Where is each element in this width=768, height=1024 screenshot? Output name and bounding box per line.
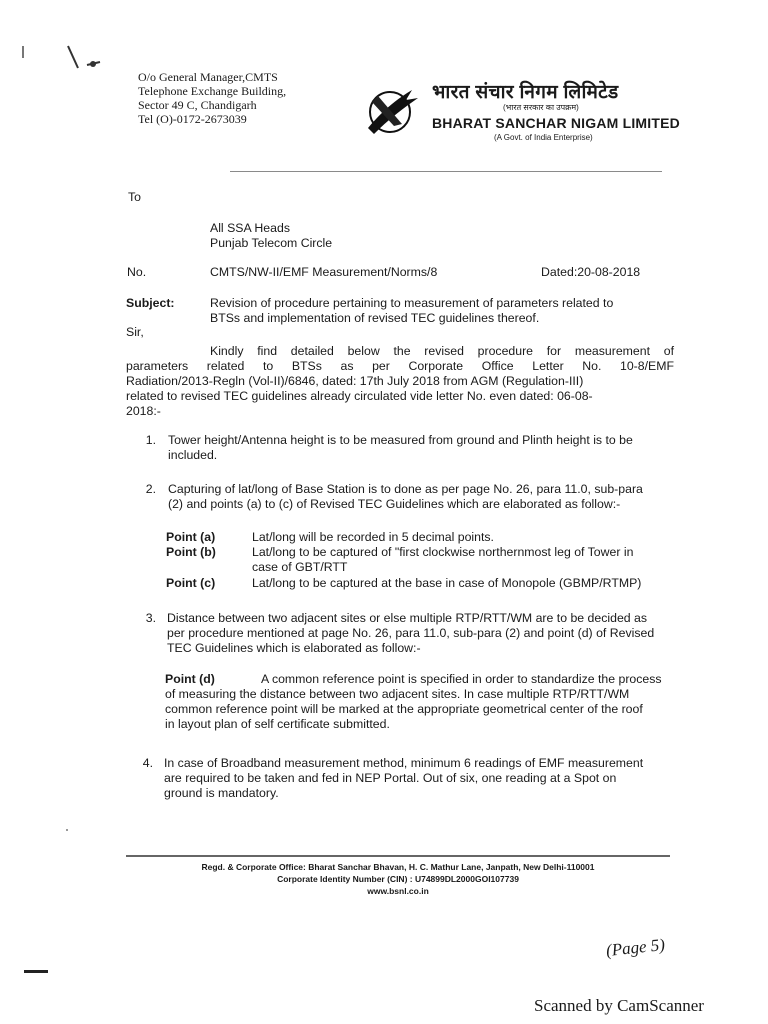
dated-value: 20-08-2018 xyxy=(577,265,641,279)
item-line: are required to be taken and fed in NEP Portal. Out of six, one reading at a Spot on xyxy=(164,771,617,785)
hindi-company-name: भारत संचार निगम लिमिटेड xyxy=(432,82,619,103)
left-edge-mark xyxy=(24,970,48,973)
point-d-first-line xyxy=(165,672,677,687)
intro-line: 2018:- xyxy=(126,404,161,418)
subject-line: Revision of procedure pertaining to measurement of parameters related to xyxy=(210,296,614,310)
item-line: included. xyxy=(168,448,218,462)
point-d-line: of measuring the distance between two adjacent sites. In case multiple RTP/RTT/WM xyxy=(165,687,630,701)
item-number: 3. xyxy=(145,611,156,625)
point-label: Point (a) xyxy=(166,530,216,544)
footer-divider xyxy=(126,855,670,857)
dated-label: Dated: xyxy=(541,265,578,279)
item-text xyxy=(164,756,674,801)
item-number: 4. xyxy=(142,756,153,770)
intro-line: Radiation/2013-Regln (Vol-II)/6846, dated: 17th July 2018 from AGM (Regulation-III) xyxy=(126,374,584,388)
item-number: 1. xyxy=(145,433,156,447)
no-label: No. xyxy=(127,265,147,279)
recipient-block xyxy=(210,221,332,251)
footer-block xyxy=(126,861,670,897)
margin-dot xyxy=(66,829,68,831)
point-text xyxy=(252,545,633,575)
office-address xyxy=(138,70,286,126)
item-text xyxy=(168,433,674,463)
point-text: Lat/long will be recorded in 5 decimal points. xyxy=(252,530,494,544)
footer-regd-office: Regd. & Corporate Office: Bharat Sanchar Bhavan, H. C. Mathur Lane, Janpath, New Delhi-110001 xyxy=(201,862,595,872)
hindi-subtitle: (भारत सरकार का उपक्रम) xyxy=(503,103,579,112)
intro-line: related to revised TEC guidelines already circulated vide letter No. even dated: 06-08- xyxy=(126,389,593,403)
item-line: In case of Broadband measurement method, minimum 6 readings of EMF measurement xyxy=(164,756,644,770)
dated-field xyxy=(541,265,640,280)
company-subtitle: (A Govt. of India Enterprise) xyxy=(494,133,593,142)
salutation: Sir, xyxy=(126,325,144,339)
subject-label: Subject: xyxy=(126,296,175,310)
recipient-line: Punjab Telecom Circle xyxy=(210,236,333,250)
subject-line: BTSs and implementation of revised TEC guidelines thereof. xyxy=(210,311,540,325)
recipient-line: All SSA Heads xyxy=(210,221,290,235)
office-address-line: O/o General Manager,CMTS xyxy=(138,70,278,84)
point-text: Lat/long to be captured at the base in case of Monopole (GBMP/RTMP) xyxy=(252,576,642,590)
corner-pen-mark xyxy=(62,42,106,81)
footer-cin: Corporate Identity Number (CIN) : U74899DL2000GOI107739 xyxy=(277,874,519,884)
intro-line: Kindly find detailed below the revised procedure for measurement of xyxy=(210,344,674,358)
item-line: Tower height/Antenna height is to be measured from ground and Plinth height is to be xyxy=(168,433,633,447)
handwritten-page-note: (Page 5) xyxy=(605,934,666,961)
point-line: Lat/long to be captured of "first clockwise northernmost leg of Tower in xyxy=(252,545,634,559)
office-address-line: Telephone Exchange Building, xyxy=(138,84,287,98)
to-label: To xyxy=(128,190,141,204)
item-line: Distance between two adjacent sites or else multiple RTP/RTT/WM are to be decided as xyxy=(167,611,648,625)
point-d-text: A common reference point is specified in order to standardize the process xyxy=(261,672,662,686)
footer-website: www.bsnl.co.in xyxy=(367,886,429,896)
office-address-line: Tel (O)-0172-2673039 xyxy=(138,112,247,126)
item-number: 2. xyxy=(145,482,156,496)
subject-text xyxy=(210,296,613,326)
point-label: Point (c) xyxy=(166,576,216,590)
reference-number: CMTS/NW-II/EMF Measurement/Norms/8 xyxy=(210,265,438,279)
bsnl-logo xyxy=(358,84,424,145)
intro-paragraph xyxy=(126,344,674,419)
header-divider xyxy=(230,171,662,172)
point-d-line: common reference point will be marked at the appropriate geometrical center of the roof xyxy=(165,702,643,716)
point-label: Point (b) xyxy=(166,545,216,559)
item-line: ground is mandatory. xyxy=(164,786,279,800)
point-d-paragraph xyxy=(165,672,677,732)
left-margin-mark xyxy=(22,46,24,58)
point-label: Point (d) xyxy=(165,672,215,686)
camscanner-watermark: Scanned by CamScanner xyxy=(534,996,704,1015)
item-text xyxy=(167,611,675,656)
office-address-line: Sector 49 C, Chandigarh xyxy=(138,98,257,112)
point-d-line: in layout plan of self certificate submitted. xyxy=(165,717,390,731)
item-line: TEC Guidelines which is elaborated as follow:- xyxy=(167,641,421,655)
item-text xyxy=(168,482,674,512)
item-line: Capturing of lat/long of Base Station is to done as per page No. 26, para 11.0, sub-para xyxy=(168,482,643,496)
company-name: BHARAT SANCHAR NIGAM LIMITED xyxy=(432,115,680,131)
item-line: (2) and points (a) to (c) of Revised TEC Guidelines which are elaborated as follow:- xyxy=(168,497,621,511)
intro-line: parameters related to BTSs as per Corporate Office Letter No. 10-8/EMF xyxy=(126,359,674,373)
point-line: case of GBT/RTT xyxy=(252,560,348,574)
item-line: per procedure mentioned at page No. 26, para 11.0, sub-para (2) and point (d) of Revised xyxy=(167,626,655,640)
